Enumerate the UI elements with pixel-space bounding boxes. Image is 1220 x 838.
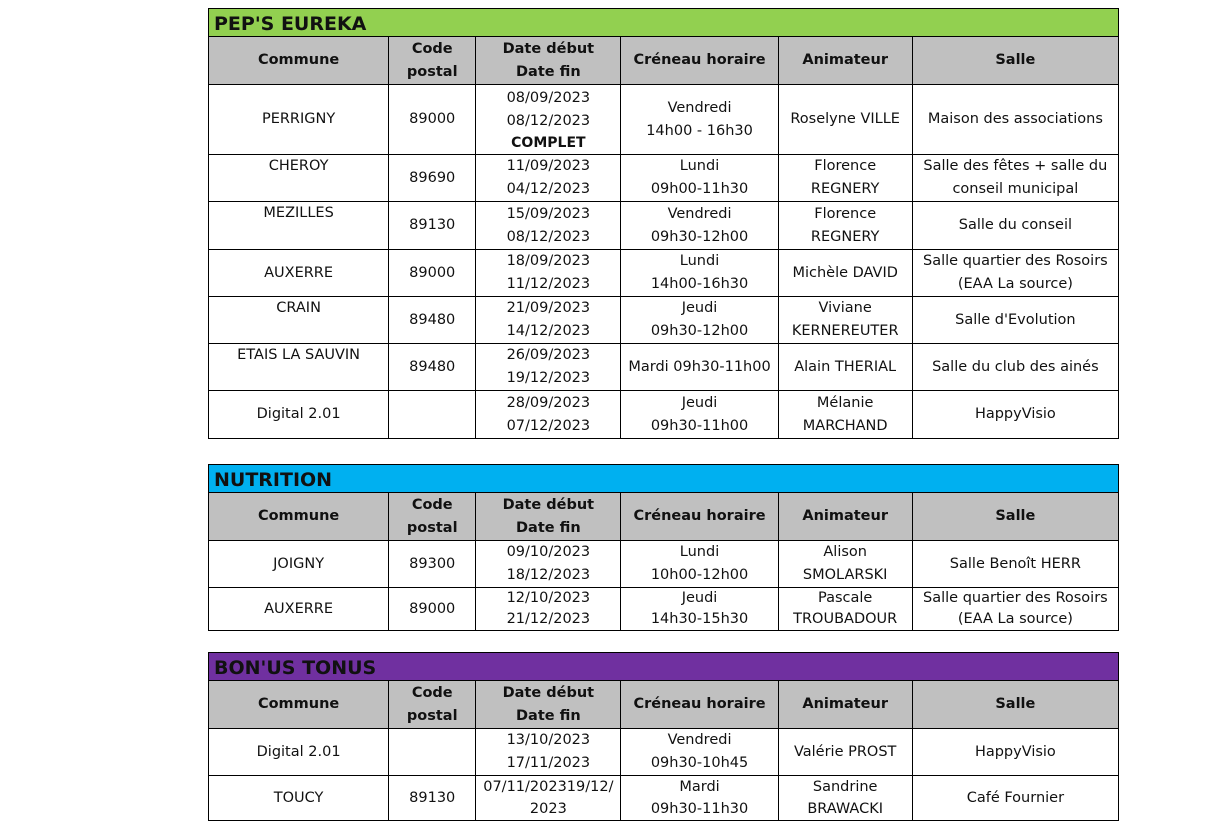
cell-code: 89000 [389, 588, 476, 631]
table-row [209, 344, 1119, 391]
header-code-postal: Code postal [389, 681, 476, 729]
header-dates: Date début Date fin [476, 493, 621, 541]
cell-salle: Salle Benoît HERR [912, 541, 1118, 588]
cell-creneau: Jeudi 09h30-12h00 [621, 297, 778, 344]
cell-code: 89480 [389, 344, 476, 391]
cell-animateur: Michèle DAVID [778, 250, 912, 297]
header-commune: Commune [209, 493, 389, 541]
cell-commune: MEZILLES [209, 202, 389, 250]
cell-commune: CHEROY [209, 155, 389, 202]
cell-dates: 18/09/2023 11/12/2023 [476, 250, 621, 297]
cell-animateur: Valérie PROST [778, 729, 912, 776]
cell-dates: 21/09/2023 14/12/2023 [476, 297, 621, 344]
cell-animateur: Roselyne VILLE [778, 85, 912, 155]
section-title: BON'US TONUS [208, 652, 1119, 680]
schedule-table [208, 680, 1119, 821]
section-bonus-tonus [208, 652, 1119, 821]
header-row [209, 681, 1119, 729]
cell-creneau: Lundi 10h00-12h00 [621, 541, 778, 588]
cell-dates: 09/10/2023 18/12/2023 [476, 541, 621, 588]
section-nutrition [208, 464, 1119, 631]
cell-commune: CRAIN [209, 297, 389, 344]
cell-creneau: Jeudi 09h30-11h00 [621, 391, 778, 439]
cell-animateur: Alison SMOLARSKI [778, 541, 912, 588]
cell-dates: 12/10/2023 21/12/2023 [476, 588, 621, 631]
cell-dates: 13/10/2023 17/11/2023 [476, 729, 621, 776]
table-row [209, 588, 1119, 631]
section-title: PEP'S EUREKA [208, 8, 1119, 36]
cell-commune: TOUCY [209, 776, 389, 821]
cell-code [389, 391, 476, 439]
cell-salle: Café Fournier [912, 776, 1118, 821]
header-creneau: Créneau horaire [621, 37, 778, 85]
header-creneau: Créneau horaire [621, 681, 778, 729]
schedule-table [208, 492, 1119, 631]
cell-commune: JOIGNY [209, 541, 389, 588]
cell-salle: Maison des associations [912, 85, 1118, 155]
section-peps-eureka [208, 8, 1119, 439]
cell-commune: AUXERRE [209, 588, 389, 631]
cell-creneau: Vendredi 09h30-10h45 [621, 729, 778, 776]
header-salle: Salle [912, 681, 1118, 729]
cell-animateur: Florence REGNERY [778, 155, 912, 202]
cell-salle: HappyVisio [912, 729, 1118, 776]
header-commune: Commune [209, 37, 389, 85]
header-code-postal: Code postal [389, 37, 476, 85]
cell-code [389, 729, 476, 776]
header-row [209, 493, 1119, 541]
header-code-postal: Code postal [389, 493, 476, 541]
cell-animateur: Sandrine BRAWACKI [778, 776, 912, 821]
cell-commune: PERRIGNY [209, 85, 389, 155]
table-row [209, 776, 1119, 821]
cell-dates: 28/09/2023 07/12/2023 [476, 391, 621, 439]
section-title: NUTRITION [208, 464, 1119, 492]
cell-creneau: Jeudi 14h30-15h30 [621, 588, 778, 631]
cell-code: 89000 [389, 250, 476, 297]
header-dates: Date début Date fin [476, 681, 621, 729]
cell-creneau: Mardi 09h30-11h30 [621, 776, 778, 821]
table-row [209, 297, 1119, 344]
cell-commune: ETAIS LA SAUVIN [209, 344, 389, 391]
header-animateur: Animateur [778, 681, 912, 729]
cell-code: 89480 [389, 297, 476, 344]
cell-salle: Salle d'Evolution [912, 297, 1118, 344]
header-row [209, 37, 1119, 85]
cell-salle: HappyVisio [912, 391, 1118, 439]
header-dates: Date début Date fin [476, 37, 621, 85]
table-row [209, 729, 1119, 776]
header-animateur: Animateur [778, 37, 912, 85]
cell-animateur: Florence REGNERY [778, 202, 912, 250]
table-row [209, 202, 1119, 250]
cell-code: 89000 [389, 85, 476, 155]
cell-code: 89130 [389, 776, 476, 821]
cell-commune: AUXERRE [209, 250, 389, 297]
cell-code: 89690 [389, 155, 476, 202]
cell-commune: Digital 2.01 [209, 391, 389, 439]
cell-salle: Salle du club des ainés [912, 344, 1118, 391]
cell-salle: Salle des fêtes + salle du conseil municipal [912, 155, 1118, 202]
cell-salle: Salle du conseil [912, 202, 1118, 250]
cell-animateur: Mélanie MARCHAND [778, 391, 912, 439]
table-row [209, 391, 1119, 439]
header-commune: Commune [209, 681, 389, 729]
cell-animateur: Pascale TROUBADOUR [778, 588, 912, 631]
cell-creneau: Lundi 09h00-11h30 [621, 155, 778, 202]
cell-creneau: Vendredi 14h00 - 16h30 [621, 85, 778, 155]
cell-creneau: Vendredi 09h30-12h00 [621, 202, 778, 250]
cell-code: 89300 [389, 541, 476, 588]
header-creneau: Créneau horaire [621, 493, 778, 541]
cell-salle: Salle quartier des Rosoirs (EAA La source) [912, 250, 1118, 297]
cell-creneau: Lundi 14h00-16h30 [621, 250, 778, 297]
table-row [209, 250, 1119, 297]
cell-dates: 15/09/2023 08/12/2023 [476, 202, 621, 250]
cell-animateur: Alain THERIAL [778, 344, 912, 391]
schedule-table [208, 36, 1119, 439]
cell-dates: 11/09/2023 04/12/2023 [476, 155, 621, 202]
cell-dates: 26/09/2023 19/12/2023 [476, 344, 621, 391]
cell-creneau: Mardi 09h30-11h00 [621, 344, 778, 391]
table-row [209, 541, 1119, 588]
cell-animateur: Viviane KERNEREUTER [778, 297, 912, 344]
cell-code: 89130 [389, 202, 476, 250]
complet-label: COMPLET [511, 134, 586, 151]
table-row [209, 155, 1119, 202]
cell-dates: 07/11/202319/12/ 2023 [476, 776, 621, 821]
cell-commune: Digital 2.01 [209, 729, 389, 776]
cell-dates: 08/09/2023 08/12/2023 COMPLET [476, 85, 621, 155]
header-salle: Salle [912, 37, 1118, 85]
header-animateur: Animateur [778, 493, 912, 541]
header-salle: Salle [912, 493, 1118, 541]
cell-salle: Salle quartier des Rosoirs (EAA La source) [912, 588, 1118, 631]
table-row [209, 85, 1119, 155]
